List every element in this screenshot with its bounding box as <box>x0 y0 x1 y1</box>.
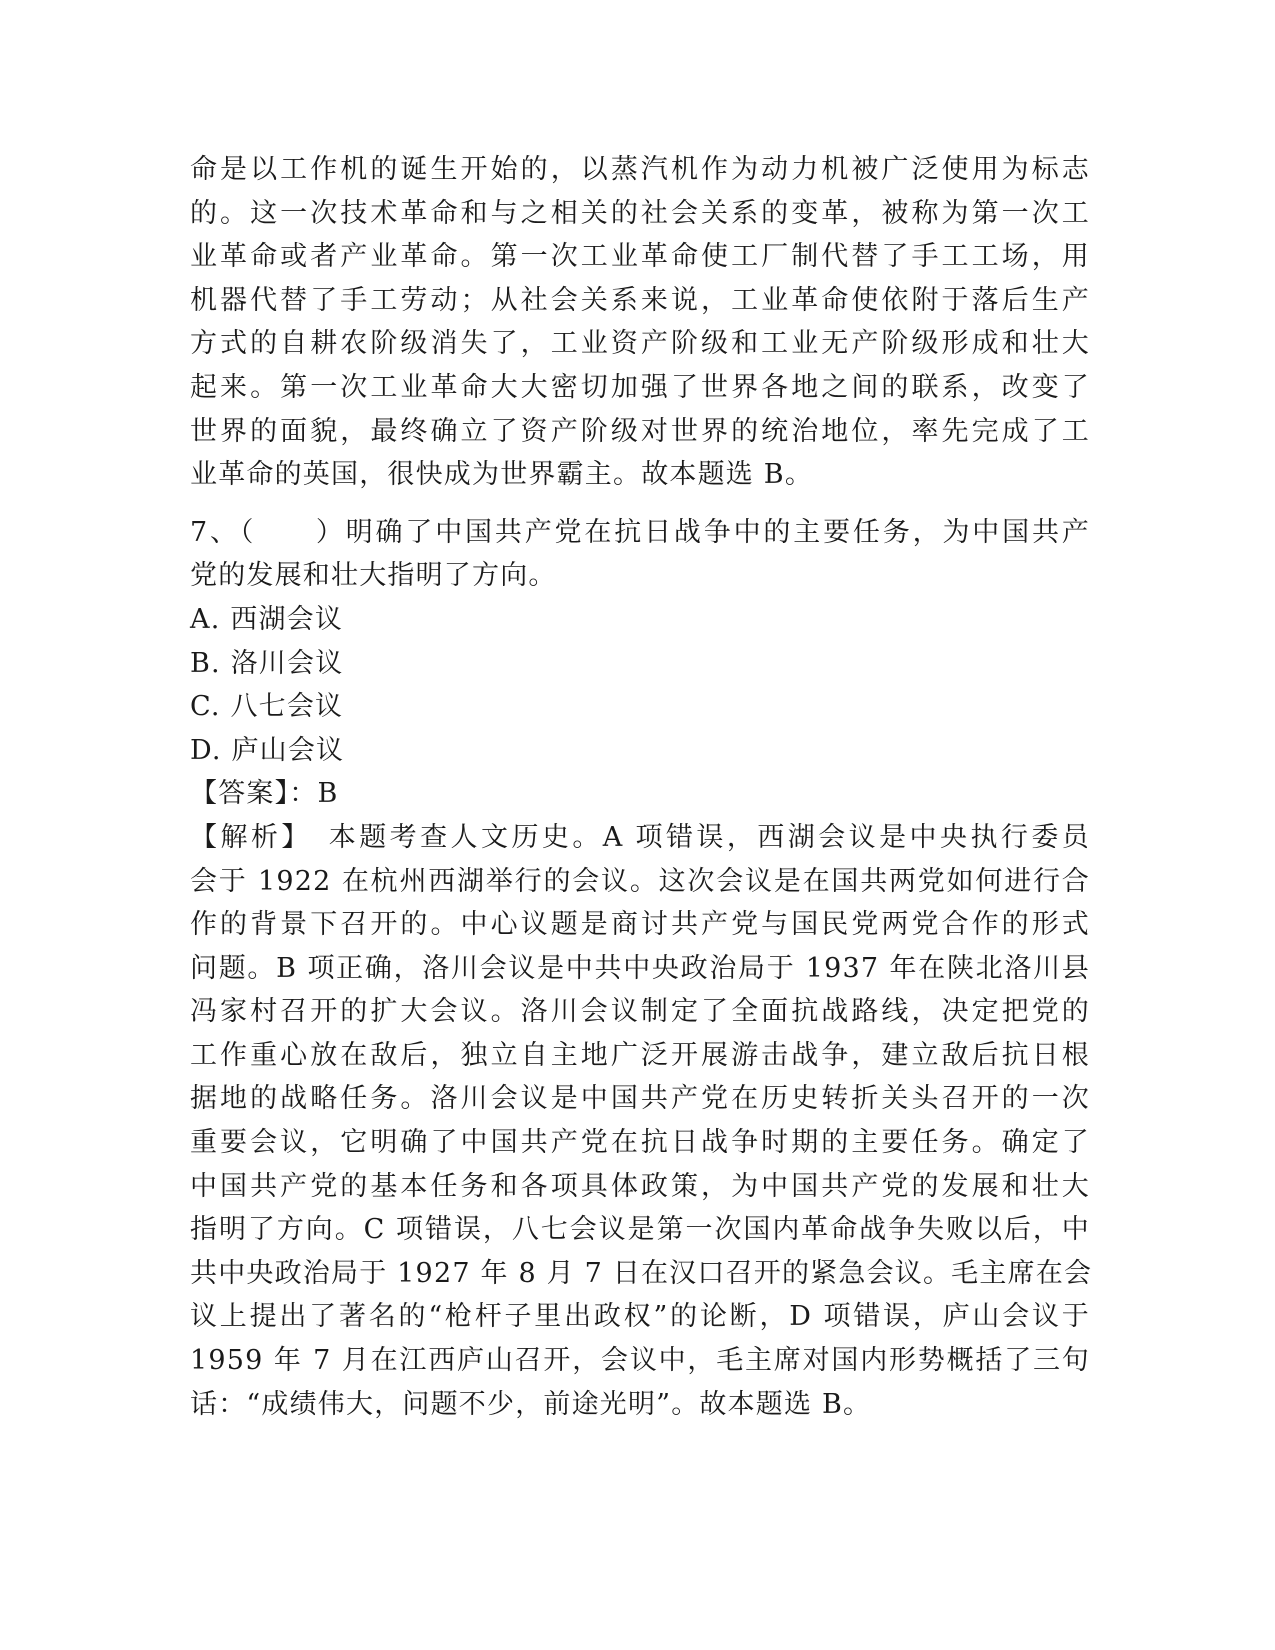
analysis-line: 话：“成绩伟大，问题不少，前途光明”。故本题选 B。 <box>190 1388 872 1420</box>
analysis-line: 重要会议，它明确了中国共产党在抗日战争时期的主要任务。确定了 <box>190 1127 1090 1159</box>
option-b <box>190 642 1090 686</box>
option-d <box>190 729 1090 773</box>
text-line: 命是以工作机的诞生开始的，以蒸汽机作为动力机被广泛使用为标志 <box>190 154 1090 185</box>
analysis-line: 会于 1922 在杭州西湖举行的会议。这次会议是在国共两党如何进行合 <box>190 865 1090 897</box>
analysis-line: 冯家村召开的扩大会议。洛川会议制定了全面抗战路线，决定把党的 <box>190 996 1090 1028</box>
option-d-text: D. 庐山会议 <box>190 734 345 766</box>
analysis-line: 1959 年 7 月在江西庐山召开，会议中，毛主席对国内形势概括了三句 <box>190 1345 1090 1377</box>
text-line: 业革命的英国，很快成为世界霸主。故本题选 B。 <box>190 459 814 491</box>
question-stem-line: 党的发展和壮大指明了方向。 <box>190 560 557 592</box>
analysis-line: 据地的战略任务。洛川会议是中国共产党在历史转折关头召开的一次 <box>190 1083 1090 1115</box>
option-a <box>190 598 1090 642</box>
analysis-line: 议上提出了著名的“枪杆子里出政权”的论断，D 项错误，庐山会议于 <box>190 1301 1090 1333</box>
question-stem-line: 7、（ ）明确了中国共产党在抗日战争中的主要任务，为中国共产 <box>190 516 1090 548</box>
text-line: 起来。第一次工业革命大大密切加强了世界各地之间的联系，改变了 <box>190 371 1090 403</box>
option-b-text: B. 洛川会议 <box>190 647 344 679</box>
question-7 <box>190 511 1090 598</box>
text-line: 的。这一次技术革命和与之相关的社会关系的变革，被称为第一次工 <box>190 197 1090 229</box>
analysis-line: 作的背景下召开的。中心议题是商讨共产党与国民党两党合作的形式 <box>190 909 1090 941</box>
analysis-line: 中国共产党的基本任务和各项具体政策，为中国共产党的发展和壮大 <box>190 1170 1090 1202</box>
analysis <box>190 816 1093 1426</box>
text-line: 方式的自耕农阶级消失了，工业资产阶级和工业无产阶级形成和壮大 <box>190 328 1090 360</box>
analysis-line: 问题。B 项正确，洛川会议是中共中央政治局于 1937 年在陕北洛川县 <box>190 952 1090 984</box>
answer-text: 【答案】：B <box>190 778 339 810</box>
option-c-text: C. 八七会议 <box>190 691 344 723</box>
answer <box>190 772 1090 816</box>
analysis-line: 【解析】 本题考查人文历史。A 项错误，西湖会议是中央执行委员 <box>190 821 1090 853</box>
text-line: 业革命或者产业革命。第一次工业革命使工厂制代替了手工工场，用 <box>190 241 1090 273</box>
analysis-line: 指明了方向。C 项错误，八七会议是第一次国内革命战争失败以后，中 <box>190 1214 1090 1246</box>
option-a-text: A. 西湖会议 <box>190 603 344 635</box>
text-line: 世界的面貌，最终确立了资产阶级对世界的统治地位，率先完成了工 <box>190 415 1090 447</box>
text-line: 机器代替了手工劳动；从社会关系来说，工业革命使依附于落后生产 <box>190 284 1090 316</box>
analysis-line: 共中央政治局于 1927 年 8 月 7 日在汉口召开的紧急会议。毛主席在会 <box>190 1257 1093 1289</box>
option-c <box>190 685 1090 729</box>
previous-explanation-continuation <box>190 148 1090 497</box>
analysis-line: 工作重心放在敌后，独立自主地广泛开展游击战争，建立敌后抗日根 <box>190 1039 1090 1071</box>
document-page <box>190 148 1093 1426</box>
